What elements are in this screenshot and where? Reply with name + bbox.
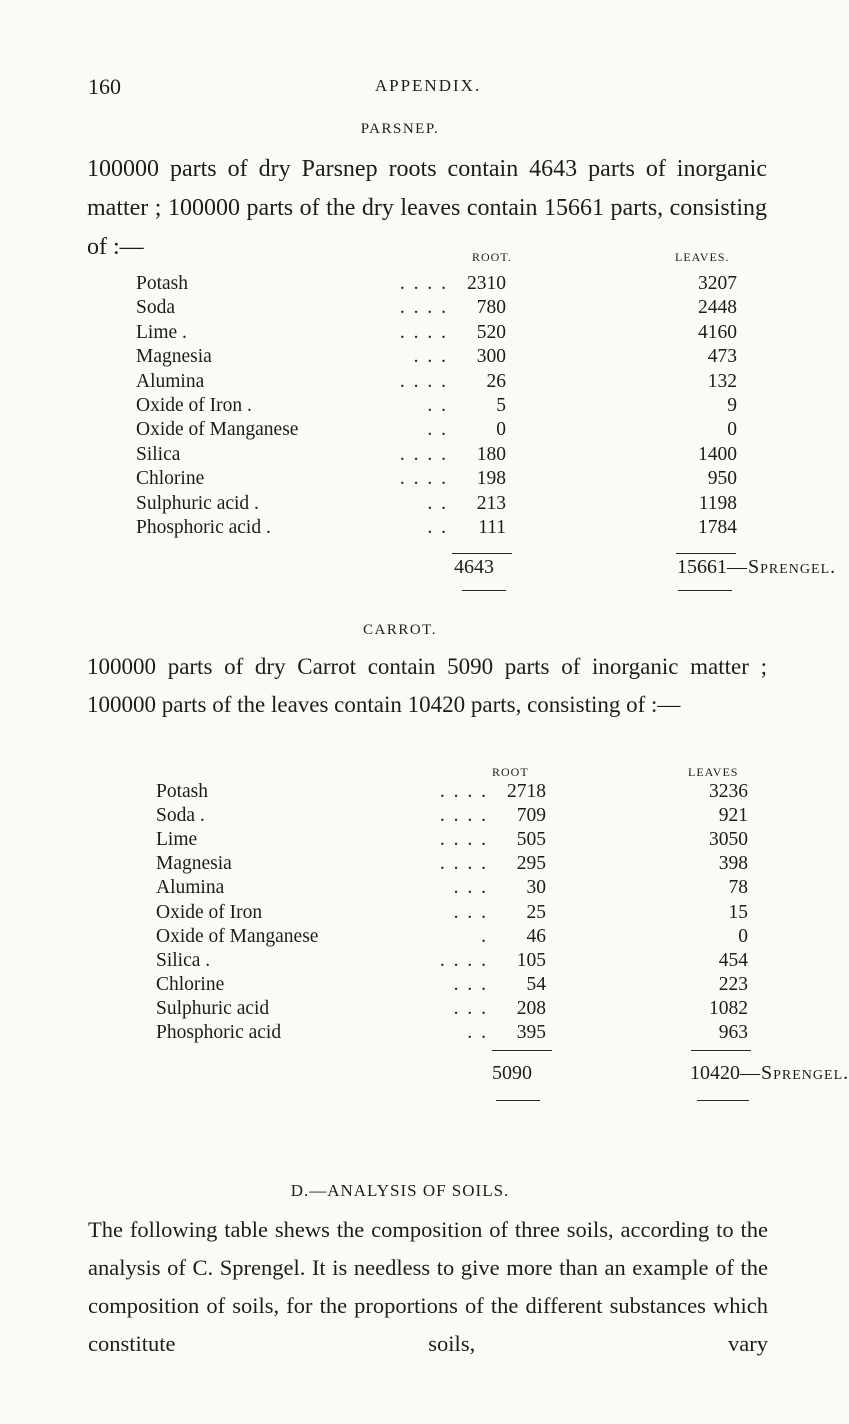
parsnep-row-root-value: 26: [486, 370, 506, 392]
carrot-row-root-value: 295: [516, 853, 546, 875]
carrot-row-label: Alumina: [156, 877, 225, 899]
parsnep-row-label: Silica: [136, 443, 181, 465]
carrot-row-leader-dots: . . .: [453, 973, 488, 995]
parsnep-row-label: Lime .: [136, 321, 187, 343]
parsnep-table-row: [0, 492, 800, 516]
carrot-leaves-total-rule: [691, 1050, 751, 1051]
carrot-row-leader-dots: . . . .: [439, 853, 488, 875]
carrot-row-leaves-value: 223: [718, 973, 748, 995]
carrot-row-label: Soda .: [156, 805, 205, 827]
parsnep-row-leader-dots: . . . .: [399, 321, 448, 343]
carrot-row-root-value: 395: [516, 1022, 546, 1043]
carrot-row-label: Potash: [156, 781, 209, 802]
parsnep-row-leaves-value: 1198: [698, 492, 737, 514]
carrot-table-row: [0, 804, 800, 828]
carrot-table-row: [0, 949, 800, 973]
carrot-row-leaves-value: 3050: [709, 829, 748, 851]
parsnep-row-leaves-value: 950: [707, 468, 737, 490]
carrot-row-leader-dots: . . . .: [439, 781, 488, 802]
carrot-table-row: [0, 997, 800, 1021]
parsnep-row-root-value: 0: [496, 419, 506, 441]
carrot-row-label: Oxide of Iron: [156, 901, 263, 923]
parsnep-row-leaves-value: 9: [727, 395, 737, 416]
carrot-row-leader-dots: . . .: [453, 997, 488, 1019]
parsnep-row-leader-dots: . . . .: [399, 443, 448, 465]
carrot-row-label: Phosphoric acid: [156, 1022, 282, 1043]
carrot-table-row: [0, 973, 800, 997]
carrot-row-root-value: 505: [516, 829, 546, 851]
carrot-row-label: Lime: [156, 829, 198, 851]
carrot-row-leaves-value: 963: [718, 1022, 748, 1043]
parsnep-row-label: Phosphoric acid .: [136, 517, 271, 538]
carrot-table-row: [0, 1021, 800, 1045]
parsnep-table-row: [0, 516, 800, 540]
parsnep-row-root-value: 5: [496, 395, 506, 416]
parsnep-row-root-value: 2310: [467, 273, 506, 294]
parsnep-total-root: 4643: [454, 556, 494, 578]
carrot-row-leader-dots: . . . .: [439, 949, 488, 971]
carrot-total-leaves-line: [690, 1062, 849, 1085]
parsnep-total-leaves: 15661: [677, 556, 727, 578]
carrot-table-row: [0, 925, 800, 949]
running-head: [88, 74, 768, 110]
parsnep-row-leaves-value: 473: [707, 346, 737, 368]
carrot-row-root-value: 25: [526, 901, 546, 923]
parsnep-row-root-value: 180: [476, 443, 506, 465]
parsnep-table-row: [0, 467, 800, 491]
carrot-row-root-value: 30: [526, 877, 546, 899]
carrot-row-label: Sulphuric acid: [156, 997, 270, 1019]
parsnep-row-leaves-value: 1784: [698, 517, 737, 538]
parsnep-table-row: [0, 418, 800, 442]
carrot-row-root-value: 2718: [507, 781, 546, 802]
parsnep-attribution: —Sprengel.: [727, 556, 837, 578]
parsnep-row-leader-dots: . . . .: [399, 370, 448, 392]
carrot-row-leaves-value: 3236: [709, 781, 748, 802]
carrot-total-root: 5090: [492, 1062, 532, 1084]
parsnep-row-leader-dots: . .: [427, 492, 448, 514]
parsnep-row-leader-dots: . .: [427, 395, 448, 416]
parsnep-title: PARSNEP.: [360, 121, 440, 137]
parsnep-row-label: Chlorine: [136, 468, 205, 490]
soils-text: The following table shews the composition of three soils, according to the analysis of C. Sprengel. It is needless to give more than an example of the composition of soils, for the proportions of the different substances which constitute soils, vary: [88, 1217, 768, 1356]
carrot-row-leaves-value: 921: [718, 805, 748, 827]
carrot-col-root: ROOT: [492, 765, 529, 779]
parsnep-row-leaves-value: 0: [727, 419, 737, 441]
parsnep-row-label: Oxide of Manganese: [136, 419, 299, 441]
parsnep-row-root-value: 198: [476, 468, 506, 490]
carrot-row-leader-dots: . . . .: [439, 829, 488, 851]
running-title: APPENDIX.: [374, 76, 482, 95]
parsnep-row-label: Magnesia: [136, 346, 212, 368]
soils-title: D.—ANALYSIS OF SOILS.: [290, 1181, 510, 1200]
carrot-attribution: —Sprengel.: [740, 1062, 849, 1084]
parsnep-row-leader-dots: . .: [427, 517, 448, 538]
parsnep-table-row: [0, 443, 800, 467]
parsnep-row-label: Sulphuric acid .: [136, 492, 259, 514]
carrot-row-label: Chlorine: [156, 973, 225, 995]
carrot-row-label: Oxide of Manganese: [156, 925, 319, 947]
parsnep-row-label: Soda: [136, 297, 175, 319]
parsnep-row-leader-dots: . . .: [413, 346, 448, 368]
carrot-table-row: [0, 901, 800, 925]
parsnep-leaves-total-rule: [676, 553, 736, 554]
carrot-row-root-value: 46: [526, 925, 546, 947]
parsnep-root-bottom-rule: [462, 590, 506, 591]
parsnep-leaves-bottom-rule: [678, 590, 732, 591]
parsnep-table-row: [0, 272, 800, 296]
carrot-row-leader-dots: . .: [467, 1022, 488, 1043]
carrot-table-row: [0, 852, 800, 876]
parsnep-row-leader-dots: . . . .: [399, 297, 448, 319]
parsnep-row-leaves-value: 2448: [698, 297, 737, 319]
parsnep-row-leaves-value: 4160: [698, 321, 737, 343]
parsnep-row-label: Potash: [136, 273, 189, 294]
carrot-row-leader-dots: .: [481, 925, 488, 947]
carrot-table-row: [0, 780, 800, 804]
parsnep-row-root-value: 300: [476, 346, 506, 368]
parsnep-row-label: Oxide of Iron .: [136, 395, 252, 416]
page-number: 160: [88, 74, 121, 99]
parsnep-row-leaves-value: 1400: [698, 443, 737, 465]
carrot-row-leaves-value: 15: [728, 901, 748, 923]
carrot-col-leaves: LEAVES: [688, 765, 739, 779]
parsnep-table-row: [0, 321, 800, 345]
carrot-row-leader-dots: . . . .: [439, 805, 488, 827]
parsnep-table-row: [0, 394, 800, 418]
carrot-root-total-rule: [492, 1050, 552, 1051]
parsnep-row-leader-dots: . . . .: [399, 468, 448, 490]
carrot-row-root-value: 105: [516, 949, 546, 971]
parsnep-row-root-value: 111: [478, 517, 506, 538]
parsnep-total-leaves-line: [677, 556, 836, 579]
parsnep-col-root: ROOT.: [472, 250, 512, 264]
carrot-leaves-bottom-rule: [697, 1100, 749, 1101]
parsnep-table-row: [0, 370, 800, 394]
carrot-row-leaves-value: 78: [728, 877, 748, 899]
parsnep-row-leaves-value: 3207: [698, 273, 737, 294]
parsnep-row-leader-dots: . .: [427, 419, 448, 441]
carrot-title: CARROT.: [363, 622, 437, 638]
parsnep-row-leaves-value: 132: [707, 370, 737, 392]
carrot-root-bottom-rule: [496, 1100, 540, 1101]
carrot-row-label: Silica .: [156, 949, 211, 971]
parsnep-root-total-rule: [452, 553, 512, 554]
carrot-row-leaves-value: 0: [738, 925, 748, 947]
carrot-row-root-value: 709: [516, 805, 546, 827]
carrot-row-leaves-value: 398: [718, 853, 748, 875]
carrot-row-leaves-value: 1082: [709, 997, 748, 1019]
carrot-row-root-value: 54: [526, 973, 546, 995]
parsnep-row-label: Alumina: [136, 370, 205, 392]
carrot-row-root-value: 208: [516, 997, 546, 1019]
parsnep-row-leader-dots: . . . .: [399, 273, 448, 294]
carrot-row-leader-dots: . . .: [453, 901, 488, 923]
parsnep-intro: 100000 parts of dry Parsnep roots contain 4643 parts of inorganic matter ; 100000 parts of the dry leaves contain 15661 parts, consisting of :—: [87, 156, 767, 260]
parsnep-table-row: [0, 345, 800, 369]
carrot-row-leaves-value: 454: [718, 949, 748, 971]
carrot-table-row: [0, 876, 800, 900]
parsnep-row-root-value: 213: [476, 492, 506, 514]
parsnep-row-root-value: 780: [476, 297, 506, 319]
parsnep-table-row: [0, 296, 800, 320]
carrot-row-leader-dots: . . .: [453, 877, 488, 899]
carrot-row-label: Magnesia: [156, 853, 232, 875]
carrot-intro: 100000 parts of dry Carrot contain 5090 parts of inorganic matter ; 100000 parts of the leaves contain 10420 parts, consisting of :—: [87, 654, 767, 717]
carrot-table-row: [0, 828, 800, 852]
parsnep-col-leaves: LEAVES.: [675, 250, 730, 264]
carrot-total-leaves: 10420: [690, 1062, 740, 1084]
parsnep-row-root-value: 520: [476, 321, 506, 343]
